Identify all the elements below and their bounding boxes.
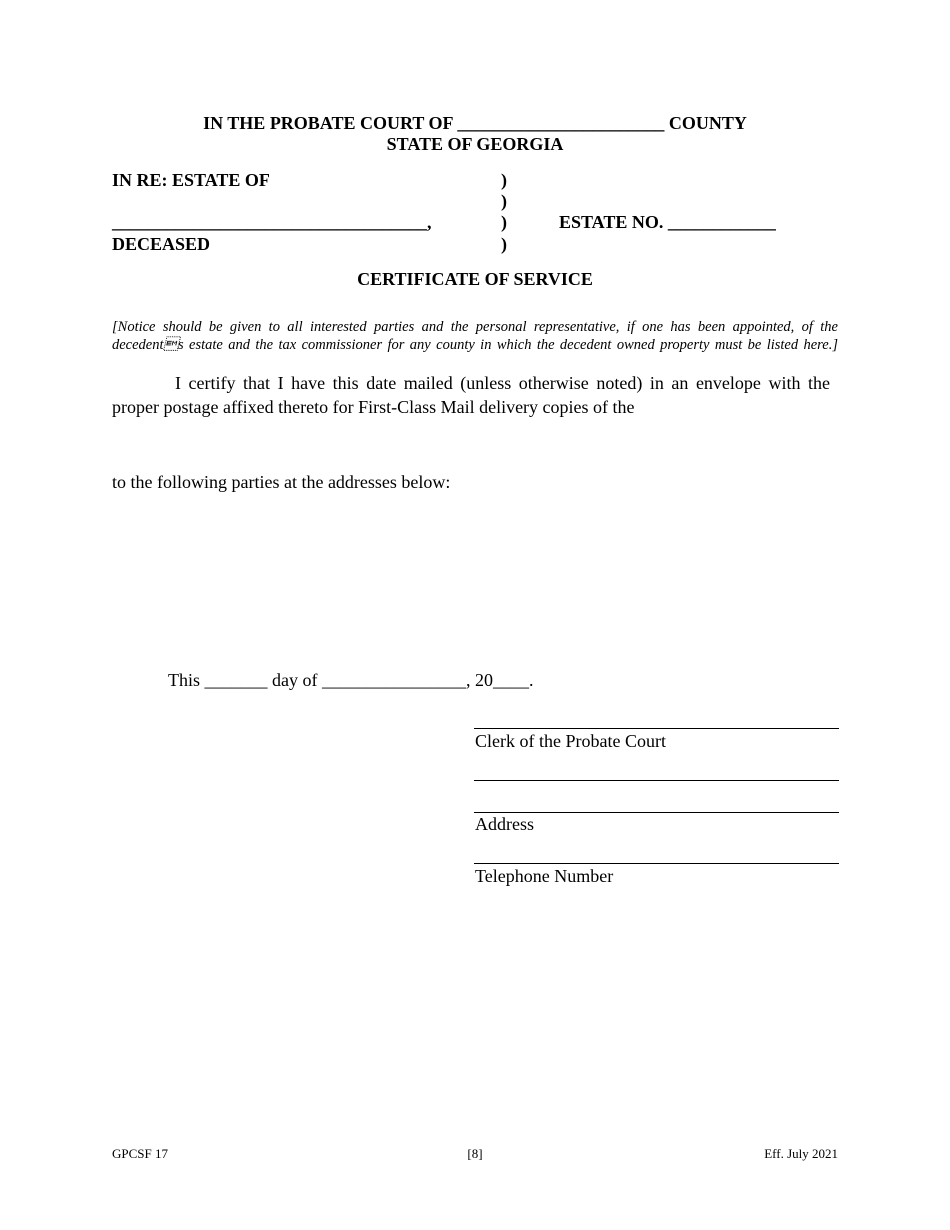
caption-paren: ) xyxy=(501,191,507,211)
effective-date: Eff. July 2021 xyxy=(764,1146,838,1161)
address-label: Address xyxy=(475,814,534,834)
caption-paren: ) xyxy=(501,170,507,190)
caption-paren: ) xyxy=(501,212,507,232)
in-re-estate-label: IN RE: ESTATE OF xyxy=(112,170,270,190)
telephone-label: Telephone Number xyxy=(475,866,614,886)
clerk-label: Clerk of the Probate Court xyxy=(475,731,666,751)
form-id: GPCSF 17 xyxy=(112,1146,168,1161)
document-title: CERTIFICATE OF SERVICE xyxy=(357,269,593,289)
caption-paren: ) xyxy=(501,234,507,254)
certify-line-2: proper postage affixed thereto for First-Class Mail delivery copies of the xyxy=(112,397,635,417)
parties-text: to the following parties at the addresses below: xyxy=(112,472,451,492)
decedent-name-blank: ___________________________________, xyxy=(112,212,432,232)
notice-line-1: [Notice should be given to all interested parties and the personal representative, if one has been appointed, of the xyxy=(112,319,838,335)
certify-line-1: I certify that I have this date mailed (unless otherwise noted) in an envelope with the xyxy=(175,373,830,393)
state-heading: STATE OF GEORGIA xyxy=(386,134,564,154)
court-heading: IN THE PROBATE COURT OF _______________________ COUNTY xyxy=(203,113,747,133)
clerk-signature-line xyxy=(474,728,839,729)
notice-line-2: decedents estate and the tax commissioner for any county in which the decedent owned property must be listed here.] xyxy=(112,337,838,353)
estate-number-field: ESTATE NO. ____________ xyxy=(559,212,776,232)
page-number: [8] xyxy=(467,1146,483,1161)
address-line-2 xyxy=(474,812,839,813)
date-line: This _______ day of ________________, 20____. xyxy=(168,670,534,690)
deceased-label: DECEASED xyxy=(112,234,211,254)
telephone-line xyxy=(474,863,839,864)
address-line-1 xyxy=(474,780,839,781)
